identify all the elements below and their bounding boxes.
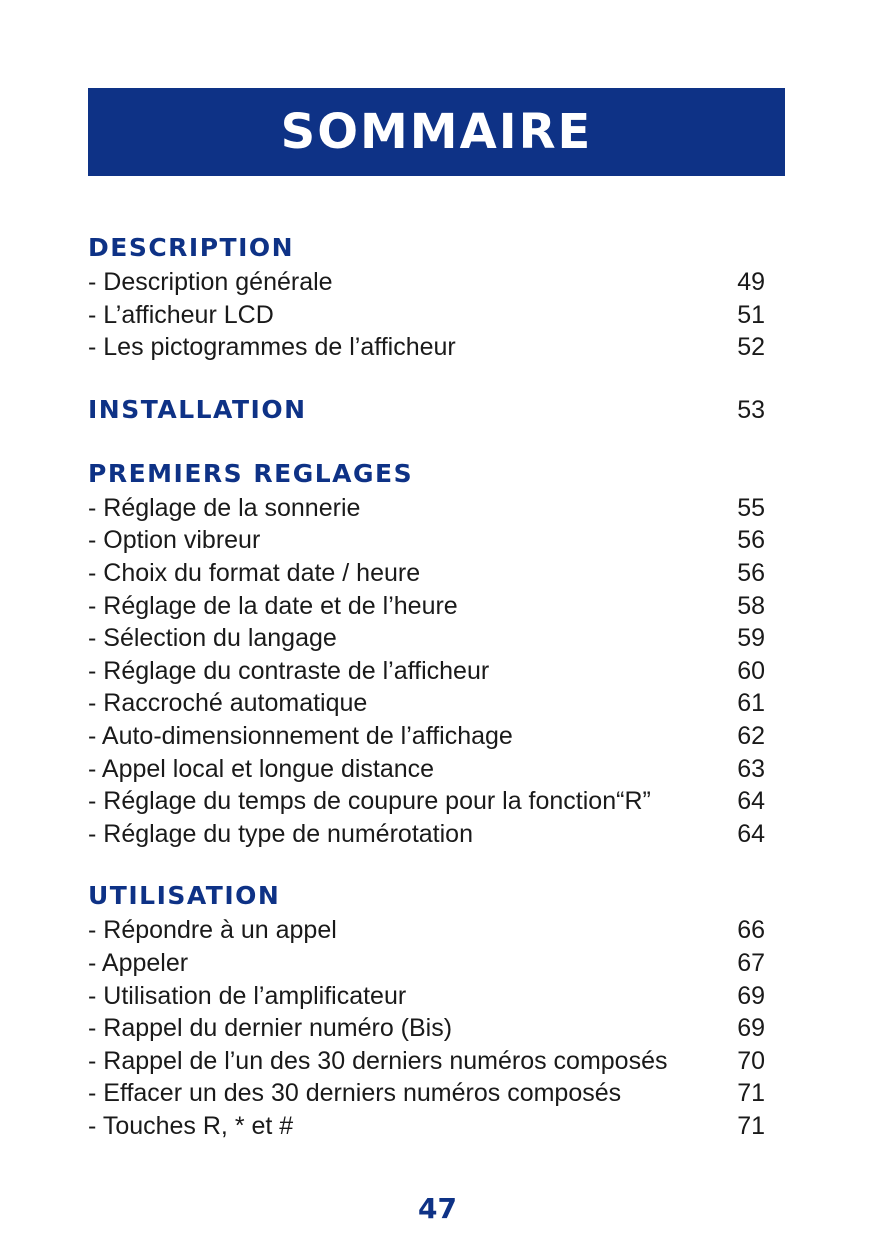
entry-page-number: 51 — [737, 300, 765, 329]
entry-label: - Appel local et longue distance — [88, 754, 435, 783]
toc-entry — [88, 557, 765, 590]
entry-page-number: 71 — [737, 1111, 765, 1140]
toc-entry — [88, 914, 765, 947]
toc-entry — [88, 590, 765, 623]
entry-page-number: 64 — [737, 819, 765, 848]
section-title: UTILISATION — [88, 881, 281, 911]
entry-page-number: 71 — [737, 1079, 765, 1108]
section-header — [88, 878, 765, 914]
entry-page-number: 56 — [737, 558, 765, 587]
toc-entry — [88, 524, 765, 557]
toc-entry — [88, 785, 765, 818]
entry-page-number: 63 — [737, 754, 765, 783]
toc-entry — [88, 947, 765, 980]
section-header — [88, 456, 765, 492]
entry-page-number: 61 — [737, 689, 765, 718]
entry-label: - Répondre à un appel — [88, 916, 337, 945]
entry-label: - Rappel de l’un des 30 derniers numéros composés — [88, 1046, 668, 1075]
toc-entry — [88, 622, 765, 655]
entry-label: - Réglage du temps de coupure pour la fonction“R” — [88, 787, 651, 816]
toc-entry — [88, 266, 765, 299]
entry-label: - Choix du format date / heure — [88, 558, 421, 587]
toc-entry — [88, 753, 765, 786]
section-header — [88, 230, 765, 266]
toc-entry — [88, 1110, 765, 1143]
toc-entry — [88, 687, 765, 720]
entry-page-number: 59 — [737, 624, 765, 653]
entry-label: - Réglage du type de numérotation — [88, 819, 473, 848]
section-title: INSTALLATION — [88, 394, 307, 424]
toc-section-utilisation — [88, 878, 765, 1142]
toc-entry — [88, 492, 765, 525]
section-header — [88, 392, 765, 428]
entry-page-number: 66 — [737, 916, 765, 945]
table-of-contents — [88, 230, 765, 1170]
toc-entry — [88, 1045, 765, 1078]
toc-entry — [88, 1012, 765, 1045]
entry-page-number: 49 — [737, 268, 765, 296]
entry-label: - Sélection du langage — [88, 624, 337, 653]
title-banner — [88, 88, 785, 176]
entry-label: - Réglage du contraste de l’afficheur — [88, 656, 490, 685]
entry-page-number: 58 — [737, 591, 765, 620]
entry-label: - Touches R, * et # — [88, 1111, 294, 1140]
entry-page-number: 70 — [737, 1046, 765, 1075]
entry-page-number: 55 — [737, 493, 765, 522]
entry-page-number: 64 — [737, 787, 765, 816]
entry-label: - Réglage de la date et de l’heure — [88, 591, 458, 620]
entry-page-number: 69 — [737, 981, 765, 1010]
toc-section-description — [88, 230, 765, 364]
entry-page-number: 56 — [737, 526, 765, 555]
toc-entry — [88, 299, 765, 332]
page-number: 47 — [418, 1192, 457, 1225]
section-title: PREMIERS REGLAGES — [88, 458, 414, 488]
entry-page-number: 69 — [737, 1014, 765, 1043]
entry-label: - L’afficheur LCD — [88, 300, 274, 329]
toc-entry — [88, 1077, 765, 1110]
entry-label: - Utilisation de l’amplificateur — [88, 981, 407, 1010]
toc-entry — [88, 331, 765, 364]
toc-entry — [88, 818, 765, 851]
page-title: SOMMAIRE — [280, 104, 593, 160]
section-page-number: 53 — [737, 395, 765, 424]
entry-page-number: 52 — [737, 333, 765, 362]
toc-section-installation — [88, 392, 765, 428]
entry-label: - Raccroché automatique — [88, 689, 368, 718]
entry-page-number: 67 — [737, 948, 765, 977]
toc-section-premiers-reglages — [88, 456, 765, 851]
entry-label: - Rappel du dernier numéro (Bis) — [88, 1014, 453, 1043]
toc-entry — [88, 655, 765, 688]
toc-entry — [88, 720, 765, 753]
entry-label: - Effacer un des 30 derniers numéros composés — [88, 1079, 622, 1108]
section-title: DESCRIPTION — [88, 233, 295, 262]
toc-entry — [88, 980, 765, 1013]
entry-page-number: 60 — [737, 656, 765, 685]
entry-label: - Option vibreur — [88, 526, 261, 555]
entry-page-number: 62 — [737, 721, 765, 750]
entry-label: - Description générale — [88, 268, 333, 296]
entry-label: - Auto-dimensionnement de l’affichage — [88, 721, 513, 750]
entry-label: - Réglage de la sonnerie — [88, 493, 361, 522]
entry-label: - Appeler — [88, 948, 189, 977]
entry-label: - Les pictogrammes de l’afficheur — [88, 333, 456, 362]
